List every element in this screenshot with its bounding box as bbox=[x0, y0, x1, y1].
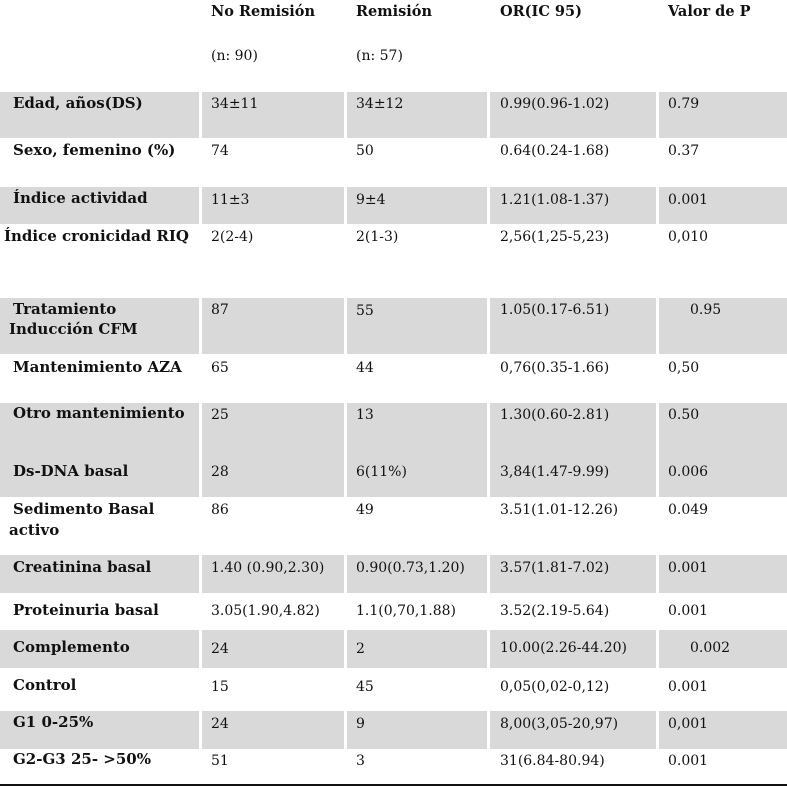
header-no-remision: No Remisión bbox=[211, 3, 315, 20]
row-label: Sedimento Basal bbox=[13, 500, 155, 518]
row-label: G2-G3 25- >50% bbox=[13, 750, 151, 768]
cell-p-value: 0.006 bbox=[668, 464, 709, 480]
cell-no-remision: 65 bbox=[211, 360, 229, 376]
cell-p-value: 0.001 bbox=[668, 560, 709, 576]
row-label: Índice actividad bbox=[13, 189, 148, 207]
cell-p-value: 0.95 bbox=[690, 302, 722, 318]
cell-p-value: 0,001 bbox=[668, 716, 709, 732]
cell-remision: 2(1-3) bbox=[356, 229, 399, 245]
cell-remision: 1.1(0,70,1.88) bbox=[356, 603, 456, 619]
column-gap bbox=[487, 0, 490, 788]
cell-or: 1.30(0.60-2.81) bbox=[500, 407, 610, 423]
cell-no-remision: 51 bbox=[211, 753, 229, 769]
cell-p-value: 0.001 bbox=[668, 603, 709, 619]
cell-no-remision: 74 bbox=[211, 143, 229, 159]
cell-no-remision: 24 bbox=[211, 641, 229, 657]
cell-p-value: 0.001 bbox=[668, 192, 709, 208]
cell-or: 8,00(3,05-20,97) bbox=[500, 716, 619, 732]
row-label: Ds-DNA basal bbox=[13, 462, 129, 480]
cell-or: 0.64(0.24-1.68) bbox=[500, 143, 610, 159]
row-label-continued: activo bbox=[9, 521, 60, 539]
cell-or: 31(6.84-80.94) bbox=[500, 753, 605, 769]
cell-p-value: 0.049 bbox=[668, 502, 709, 518]
cell-or: 10.00(2.26-44.20) bbox=[500, 640, 627, 656]
cell-no-remision: 3.05(1.90,4.82) bbox=[211, 603, 320, 619]
cell-remision: 50 bbox=[356, 143, 374, 159]
cell-p-value: 0.001 bbox=[668, 753, 709, 769]
cell-or: 3.51(1.01-12.26) bbox=[500, 502, 619, 518]
row-label: Proteinuria basal bbox=[13, 601, 159, 619]
row-label: Edad, años(DS) bbox=[13, 94, 143, 112]
cell-p-value: 0.002 bbox=[690, 640, 731, 656]
cell-remision: 3 bbox=[356, 753, 365, 769]
cell-no-remision: 25 bbox=[211, 407, 229, 423]
cell-no-remision: 87 bbox=[211, 302, 229, 318]
cell-no-remision: 11±3 bbox=[211, 192, 250, 208]
cell-or: 0,76(0.35-1.66) bbox=[500, 360, 610, 376]
row-label: Control bbox=[13, 676, 77, 694]
cell-remision: 45 bbox=[356, 679, 374, 695]
row-label: Mantenimiento AZA bbox=[13, 358, 182, 376]
column-gap bbox=[199, 0, 202, 788]
table-bottom-rule bbox=[0, 784, 787, 786]
cell-remision: 9 bbox=[356, 716, 365, 732]
row-label: Índice cronicidad RIQ bbox=[4, 227, 189, 245]
cell-or: 3.57(1.81-7.02) bbox=[500, 560, 610, 576]
cell-remision: 2 bbox=[356, 641, 365, 657]
row-label: Sexo, femenino (%) bbox=[13, 141, 176, 159]
cell-or: 3.52(2.19-5.64) bbox=[500, 603, 610, 619]
header-n-no-remision: (n: 90) bbox=[211, 48, 258, 64]
cell-p-value: 0,50 bbox=[668, 360, 700, 376]
cell-no-remision: 15 bbox=[211, 679, 229, 695]
cell-or: 0.99(0.96-1.02) bbox=[500, 96, 610, 112]
cell-remision: 55 bbox=[356, 303, 374, 319]
cell-no-remision: 28 bbox=[211, 464, 229, 480]
header-n-remision: (n: 57) bbox=[356, 48, 403, 64]
row-label: Tratamiento bbox=[13, 300, 117, 318]
cell-no-remision: 2(2-4) bbox=[211, 229, 254, 245]
cell-remision: 34±12 bbox=[356, 96, 404, 112]
cell-p-value: 0.37 bbox=[668, 143, 700, 159]
row-label-continued: Inducción CFM bbox=[9, 320, 138, 338]
cell-p-value: 0.79 bbox=[668, 96, 700, 112]
cell-or: 0,05(0,02-0,12) bbox=[500, 679, 610, 695]
cell-remision: 9±4 bbox=[356, 192, 386, 208]
cell-or: 2,56(1,25-5,23) bbox=[500, 229, 610, 245]
row-label: Otro mantenimiento bbox=[13, 404, 185, 422]
cell-p-value: 0.001 bbox=[668, 679, 709, 695]
cell-remision: 49 bbox=[356, 502, 374, 518]
cell-remision: 0.90(0.73,1.20) bbox=[356, 560, 465, 576]
cell-p-value: 0,010 bbox=[668, 229, 709, 245]
cell-no-remision: 86 bbox=[211, 502, 229, 518]
row-label: G1 0-25% bbox=[13, 713, 94, 731]
cell-remision: 6(11%) bbox=[356, 464, 407, 480]
header-or-ic95: OR(IC 95) bbox=[500, 3, 582, 20]
cell-remision: 13 bbox=[356, 407, 374, 423]
cell-remision: 44 bbox=[356, 360, 374, 376]
cell-no-remision: 34±11 bbox=[211, 96, 259, 112]
header-valor-p: Valor de P bbox=[668, 3, 751, 20]
cell-or: 1.05(0.17-6.51) bbox=[500, 302, 610, 318]
column-gap bbox=[344, 0, 347, 788]
cell-p-value: 0.50 bbox=[668, 407, 700, 423]
cell-no-remision: 24 bbox=[211, 716, 229, 732]
header-remision: Remisión bbox=[356, 3, 433, 20]
cell-or: 3,84(1.47-9.99) bbox=[500, 464, 610, 480]
row-label: Creatinina basal bbox=[13, 558, 152, 576]
cell-or: 1.21(1.08-1.37) bbox=[500, 192, 610, 208]
row-label: Complemento bbox=[13, 638, 130, 656]
cell-no-remision: 1.40 (0.90,2.30) bbox=[211, 560, 325, 576]
column-gap bbox=[656, 0, 659, 788]
